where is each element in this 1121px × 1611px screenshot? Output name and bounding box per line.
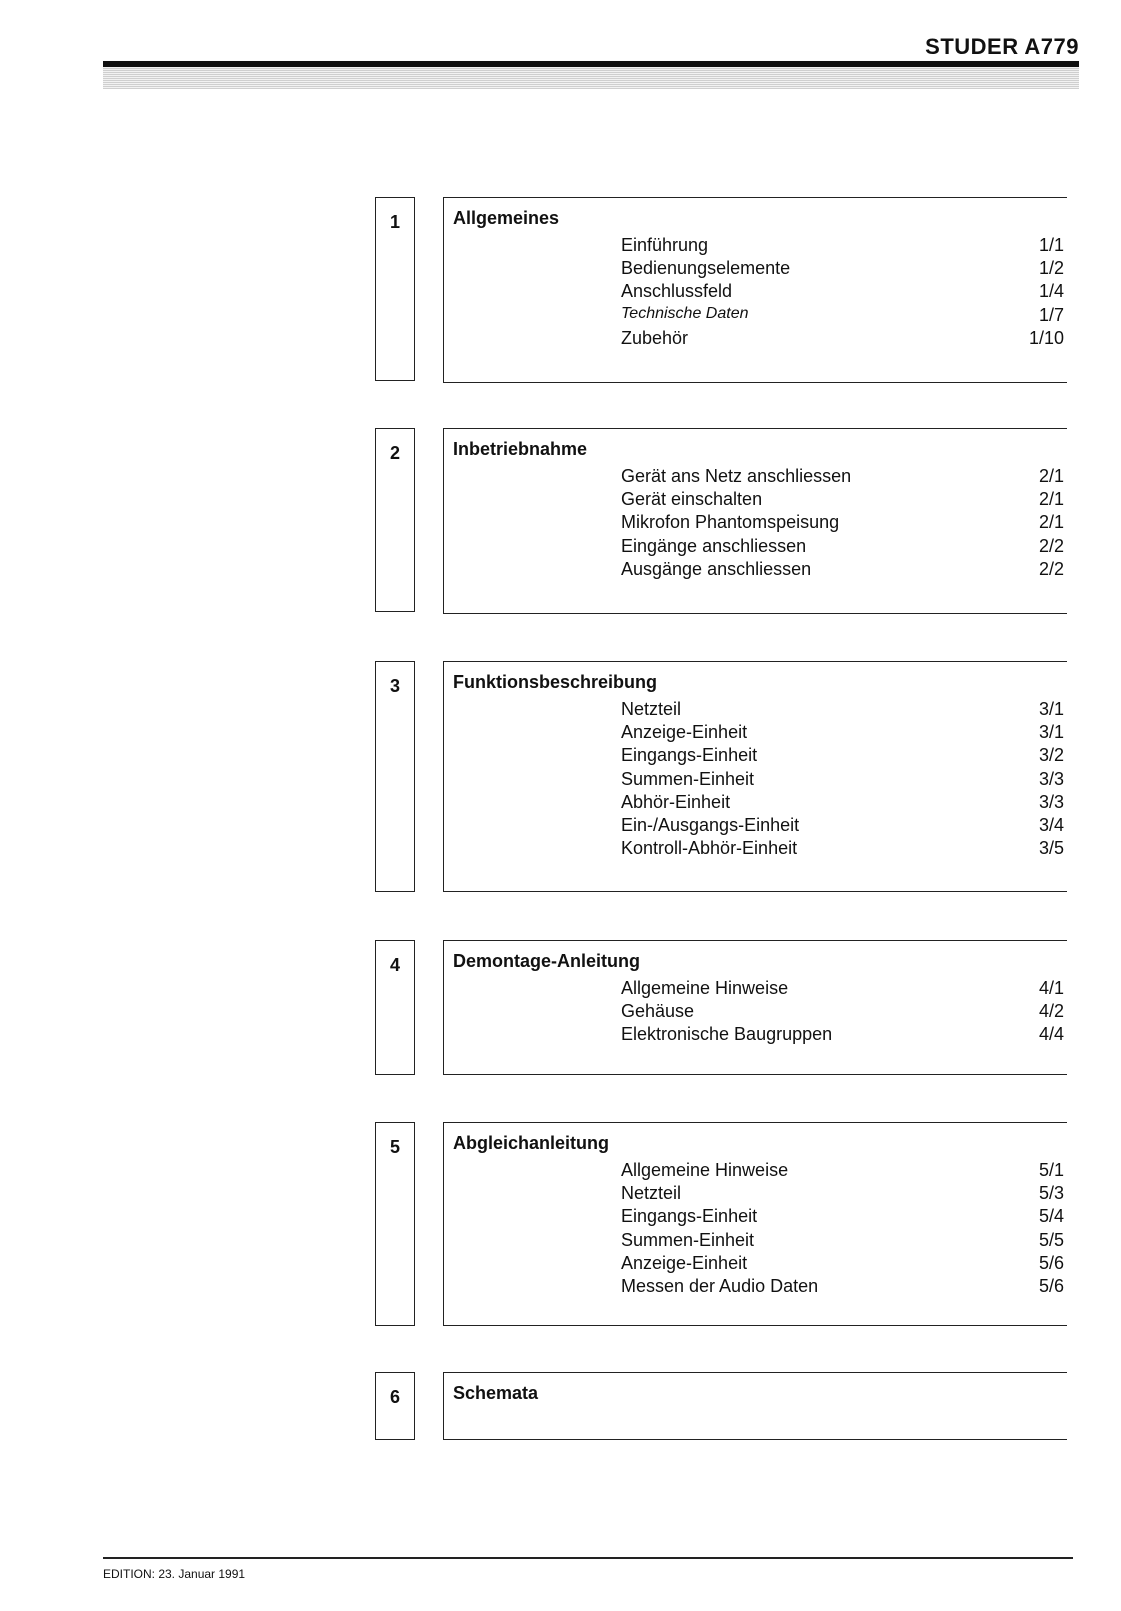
toc-entry-page: 5/1 bbox=[1038, 1160, 1064, 1180]
toc-entry-page: 1/1 bbox=[1038, 235, 1064, 255]
section-content-box bbox=[443, 197, 1067, 383]
toc-entry-page: 2/1 bbox=[1038, 466, 1064, 486]
section-number: 1 bbox=[375, 197, 415, 381]
toc-entry[interactable] bbox=[444, 489, 1064, 512]
section-number: 4 bbox=[375, 940, 415, 1075]
section-content-box bbox=[443, 1122, 1067, 1326]
toc-entry-page: 3/2 bbox=[1038, 745, 1064, 766]
toc-entry-label: Allgemeine Hinweise bbox=[621, 978, 789, 998]
section-number: 3 bbox=[375, 661, 415, 892]
toc-entry-label: Gehäuse bbox=[621, 1001, 695, 1022]
toc-entry-page: 2/1 bbox=[1038, 512, 1064, 533]
toc-entry-label: Allgemeine Hinweise bbox=[621, 1160, 789, 1180]
toc-entry-page: 3/4 bbox=[1038, 815, 1064, 835]
toc-entry[interactable] bbox=[444, 235, 1064, 258]
toc-entry-label: Abhör-Einheit bbox=[621, 791, 731, 812]
toc-entry-label: Zubehör bbox=[621, 327, 689, 348]
toc-entry-label: Summen-Einheit bbox=[621, 768, 755, 789]
toc-entry-page: 5/4 bbox=[1038, 1206, 1064, 1227]
toc-entry[interactable] bbox=[444, 281, 1064, 304]
toc-entry-page: 3/1 bbox=[1038, 699, 1064, 719]
toc-entry-page: 3/5 bbox=[1038, 838, 1064, 859]
toc-entry[interactable] bbox=[444, 745, 1064, 768]
toc-entry[interactable] bbox=[444, 792, 1064, 815]
toc-entry[interactable] bbox=[444, 838, 1064, 861]
section-content-box bbox=[443, 1372, 1067, 1440]
section-title: Inbetriebnahme bbox=[453, 439, 588, 459]
toc-entry[interactable] bbox=[444, 769, 1064, 792]
toc-entry-label: Eingangs-Einheit bbox=[621, 1206, 758, 1227]
toc-entry-page: 3/1 bbox=[1038, 722, 1064, 743]
toc-entry-label: Eingangs-Einheit bbox=[621, 745, 758, 766]
toc-entry-label: Anzeige-Einheit bbox=[621, 1252, 748, 1273]
toc-entry-page: 5/6 bbox=[1038, 1252, 1064, 1273]
toc-entry-page: 1/2 bbox=[1038, 258, 1064, 279]
section-number: 5 bbox=[375, 1122, 415, 1326]
section-content-box bbox=[443, 661, 1067, 892]
toc-entry-page: 5/5 bbox=[1038, 1229, 1064, 1250]
toc-entry-page: 2/2 bbox=[1038, 558, 1064, 579]
toc-entry-label: Anschlussfeld bbox=[621, 281, 733, 302]
toc-entry[interactable] bbox=[444, 559, 1064, 582]
toc-entry[interactable] bbox=[444, 1024, 1064, 1047]
toc-entry-page: 4/2 bbox=[1038, 1001, 1064, 1022]
toc-entry-label: Einführung bbox=[621, 235, 709, 255]
toc-entry-label: Ausgänge anschliessen bbox=[621, 558, 812, 579]
toc-entry-page: 2/1 bbox=[1038, 489, 1064, 510]
toc-entry-page: 1/7 bbox=[1038, 304, 1064, 325]
section-content-box bbox=[443, 940, 1067, 1075]
toc-entry-label: Elektronische Baugruppen bbox=[621, 1024, 833, 1045]
toc-entry-page: 1/10 bbox=[1028, 327, 1064, 348]
section-title: Abgleichanleitung bbox=[453, 1133, 610, 1153]
toc-entry-page: 5/3 bbox=[1038, 1183, 1064, 1204]
toc-entry[interactable] bbox=[444, 1160, 1064, 1183]
toc-entry[interactable] bbox=[444, 722, 1064, 745]
toc-entry-label: Bedienungselemente bbox=[621, 258, 791, 279]
toc-entry-label: Netzteil bbox=[621, 1183, 682, 1204]
toc-entry-page: 4/4 bbox=[1038, 1024, 1064, 1045]
toc-entry-label: Gerät ans Netz anschliessen bbox=[621, 466, 852, 486]
toc-entry-page: 2/2 bbox=[1038, 535, 1064, 556]
toc-entry-label: Netzteil bbox=[621, 699, 682, 719]
toc-entry-page: 1/4 bbox=[1038, 281, 1064, 302]
toc-entry-page: 3/3 bbox=[1038, 768, 1064, 789]
toc-entry-page: 5/6 bbox=[1038, 1276, 1064, 1296]
toc-entry[interactable] bbox=[444, 815, 1064, 838]
toc-entry[interactable] bbox=[444, 1183, 1064, 1206]
toc-entry-page: 3/3 bbox=[1038, 791, 1064, 812]
header-band bbox=[103, 67, 1079, 89]
toc-entry-label: Summen-Einheit bbox=[621, 1229, 755, 1250]
toc-entry[interactable] bbox=[444, 258, 1064, 281]
toc-entry[interactable] bbox=[444, 536, 1064, 559]
toc-entry-label: Eingänge anschliessen bbox=[621, 535, 807, 556]
section-content-box bbox=[443, 428, 1067, 614]
section-number: 2 bbox=[375, 428, 415, 612]
toc-entry[interactable] bbox=[444, 1253, 1064, 1276]
toc-entry[interactable] bbox=[444, 978, 1064, 1001]
toc-entry-label: Technische Daten bbox=[621, 304, 749, 322]
document-title: STUDER A779 bbox=[925, 34, 1079, 59]
toc-entry-label: Anzeige-Einheit bbox=[621, 722, 748, 743]
toc-entry[interactable] bbox=[444, 1206, 1064, 1229]
toc-entry[interactable] bbox=[444, 512, 1064, 535]
toc-entry-page: 4/1 bbox=[1038, 978, 1064, 998]
toc-entry-label: Ein-/Ausgangs-Einheit bbox=[621, 815, 800, 835]
section-title: Demontage-Anleitung bbox=[453, 951, 640, 971]
section-title: Allgemeines bbox=[453, 208, 560, 228]
toc-entry[interactable] bbox=[444, 305, 1064, 328]
toc-entry[interactable] bbox=[444, 1001, 1064, 1024]
section-number: 6 bbox=[375, 1372, 415, 1440]
section-title: Funktionsbeschreibung bbox=[453, 672, 658, 692]
toc-entry[interactable] bbox=[444, 699, 1064, 722]
toc-entry[interactable] bbox=[444, 328, 1064, 351]
edition-date: EDITION: 23. Januar 1991 bbox=[103, 1567, 246, 1581]
section-title: Schemata bbox=[453, 1383, 539, 1403]
toc-entry[interactable] bbox=[444, 1276, 1064, 1299]
toc-entry-label: Mikrofon Phantomspeisung bbox=[621, 512, 840, 533]
toc-entry[interactable] bbox=[444, 466, 1064, 489]
footer-rule bbox=[103, 1557, 1073, 1559]
toc-entry-label: Messen der Audio Daten bbox=[621, 1276, 819, 1296]
toc-entry-label: Kontroll-Abhör-Einheit bbox=[621, 838, 798, 859]
toc-entry-label: Gerät einschalten bbox=[621, 489, 763, 510]
toc-entry[interactable] bbox=[444, 1230, 1064, 1253]
